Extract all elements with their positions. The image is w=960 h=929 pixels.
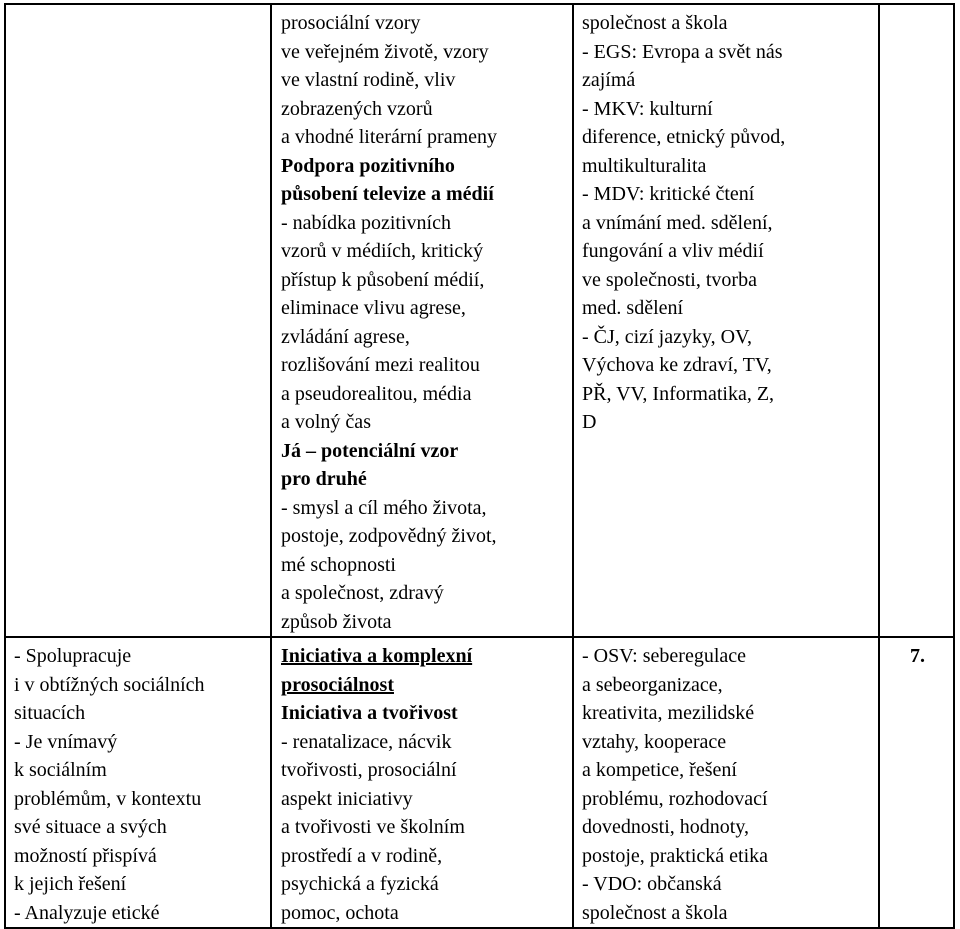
cell-line: - Je vnímavý — [14, 730, 118, 753]
cell-line: a pseudorealitou, média — [281, 382, 472, 405]
cell-line: med. sdělení — [582, 297, 684, 319]
cell-line: - smysl a cíl mého života, — [281, 496, 487, 519]
cell-line: - Analyzuje etické — [14, 901, 160, 924]
grade-cell — [879, 4, 954, 637]
cell-line: zobrazených vzorů — [281, 97, 433, 120]
cell-line: pomoc, ochota — [281, 901, 399, 924]
cell-line: - MKV: kulturní — [582, 97, 713, 120]
cell-line: možností přispívá — [14, 844, 157, 867]
cell-line: Výchova ke zdraví, TV, — [582, 354, 772, 376]
cell-line: diference, etnický původ, — [582, 126, 786, 148]
cell-line: působení televize a médií — [281, 183, 494, 205]
cell-line: pro druhé — [281, 468, 367, 490]
cell-line: a tvořivosti ve školním — [281, 816, 465, 838]
table-row — [5, 637, 954, 928]
cell-line: a vhodné literární prameny — [281, 126, 498, 148]
cell-line: své situace a svých — [14, 816, 167, 838]
cell-line: psychická a fyzická — [281, 873, 439, 895]
cell-line: - VDO: občanská — [582, 873, 722, 895]
cross-curricular-cell — [573, 4, 879, 637]
cell-line: - MDV: kritické čtení — [582, 183, 755, 205]
cell-line: kreativita, mezilidské — [582, 702, 755, 724]
cell-line: dovednosti, hodnoty, — [582, 816, 750, 838]
cell-line: a společnost, zdravý — [281, 582, 444, 604]
cell-line: způsob života — [281, 610, 392, 633]
cell-line: situacích — [14, 702, 86, 724]
cell-line: Podpora pozitivního — [281, 154, 455, 177]
outcomes-cell — [5, 637, 271, 928]
cell-line: prosociálnost — [281, 673, 394, 696]
cell-line: k sociálním — [14, 759, 107, 781]
cell-line: - Spolupracuje — [14, 645, 132, 667]
cell-line: - nabídka pozitivních — [281, 211, 451, 234]
cell-line: problému, rozhodovací — [582, 787, 768, 810]
cell-line: fungování a vliv médií — [582, 240, 764, 262]
cell-line: - OSV: seberegulace — [582, 645, 747, 667]
cell-line: ve veřejném životě, vzory — [281, 40, 489, 63]
cell-line: vzorů v médiích, kritický — [281, 240, 484, 262]
cell-line: zajímá — [582, 69, 636, 91]
outcomes-cell — [5, 4, 271, 637]
cell-line: eliminace vlivu agrese, — [281, 297, 466, 319]
cell-line: tvořivosti, prosociální — [281, 759, 457, 781]
cross-curricular-cell — [573, 637, 879, 928]
topics-cell — [271, 637, 573, 928]
grade-cell — [879, 637, 954, 928]
cell-line: společnost a škola — [582, 901, 728, 924]
cell-line: společnost a škola — [582, 12, 728, 34]
cell-line: i v obtížných sociálních — [14, 673, 205, 696]
cell-line: multikulturalita — [582, 154, 707, 177]
cell-line: a sebeorganizace, — [582, 673, 723, 696]
cell-line: vztahy, kooperace — [582, 730, 727, 753]
cell-line: mé schopnosti — [281, 553, 396, 576]
cell-line: a kompetice, řešení — [582, 759, 737, 781]
cell-line: Iniciativa a komplexní — [281, 645, 473, 667]
cell-line: přístup k působení médií, — [281, 268, 485, 291]
table-row — [5, 4, 954, 637]
cell-line: rozlišování mezi realitou — [281, 354, 480, 376]
cell-line: a vnímání med. sdělení, — [582, 211, 773, 234]
cell-line: ve společnosti, tvorba — [582, 268, 757, 291]
cell-line: prostředí a v rodině, — [281, 844, 443, 867]
topics-cell — [271, 4, 573, 637]
cell-line: Iniciativa a tvořivost — [281, 702, 458, 724]
cell-line: prosociální vzory — [281, 12, 421, 34]
cell-line: D — [582, 411, 597, 433]
cell-line: problémům, v kontextu — [14, 787, 202, 810]
cell-line: a volný čas — [281, 411, 371, 433]
cell-line: - EGS: Evropa a svět nás — [582, 40, 783, 63]
cell-line: PŘ, VV, Informatika, Z, — [582, 382, 775, 405]
cell-line: Já – potenciální vzor — [281, 439, 459, 462]
curriculum-table — [4, 3, 955, 929]
cell-line: - renatalizace, nácvik — [281, 730, 452, 753]
cell-line: postoje, zodpovědný život, — [281, 525, 497, 547]
cell-line: postoje, praktická etika — [582, 844, 769, 867]
cell-line: aspekt iniciativy — [281, 787, 413, 810]
cell-line: k jejich řešení — [14, 873, 127, 895]
cell-line: ve vlastní rodině, vliv — [281, 69, 456, 91]
cell-line: zvládání agrese, — [281, 325, 410, 348]
grade-label: 7. — [910, 645, 925, 667]
cell-line: - ČJ, cizí jazyky, OV, — [582, 325, 752, 348]
